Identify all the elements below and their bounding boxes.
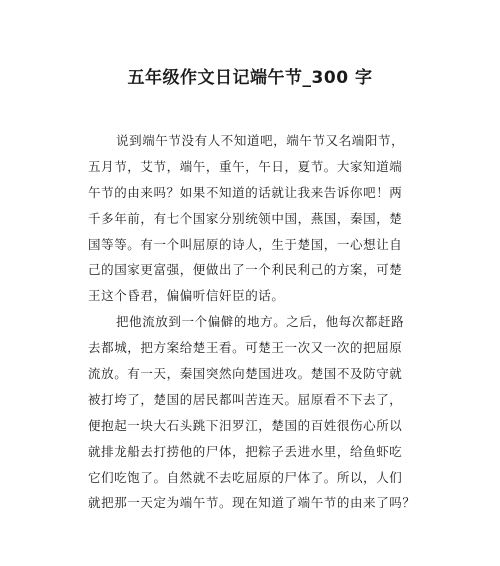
text-line: 五月节，艾节，端午，重午，午日，夏节。大家知道端: [88, 158, 403, 174]
paragraph-1: [88, 128, 424, 309]
paragraph-2: [88, 309, 424, 516]
text-line: 把他流放到一个偏僻的地方。之后，他每次都赶路: [116, 314, 405, 330]
text-line: 便抱起一块大石头跳下汨罗江，楚国的百姓很伤心所以: [88, 417, 403, 433]
text-line: 就把那一天定为端午节。现在知道了端午节的由来了吗？: [88, 495, 416, 511]
text-line: 王这个昏君，偏偏听信奸臣的话。: [88, 288, 285, 304]
text-line: 千多年前，有七个国家分别统领中国，燕国，秦国，楚: [88, 210, 403, 226]
text-line: 午节的由来吗？如果不知道的话就让我来告诉你吧！两: [88, 184, 403, 200]
text-line: 国等等。有一个叫屈原的诗人，生于楚国，一心想让自: [88, 236, 403, 252]
text-line: 己的国家更富强，便做出了一个利民利己的方案，可楚: [88, 262, 403, 278]
text-line: 被打垮了，楚国的居民都叫苦连天。屈原看不下去了，: [88, 391, 403, 407]
text-line: 说到端午节没有人不知道吧，端午节又名端阳节，: [116, 133, 405, 148]
document-body: [88, 128, 424, 516]
text-line: 去都城，把方案给楚王看。可楚王一次又一次的把屈原: [88, 340, 403, 356]
text-line: 流放。有一天，秦国突然向楚国进攻。楚国不及防守就: [88, 366, 403, 382]
document-title: 五年级作文日记端午节_300 字: [127, 68, 373, 88]
text-line: 它们吃饱了。自然就不去吃屈原的尸体了。所以，人们: [88, 469, 403, 485]
text-line: 就排龙船去打捞他的尸体，把粽子丢进水里，给鱼虾吃: [88, 443, 403, 459]
